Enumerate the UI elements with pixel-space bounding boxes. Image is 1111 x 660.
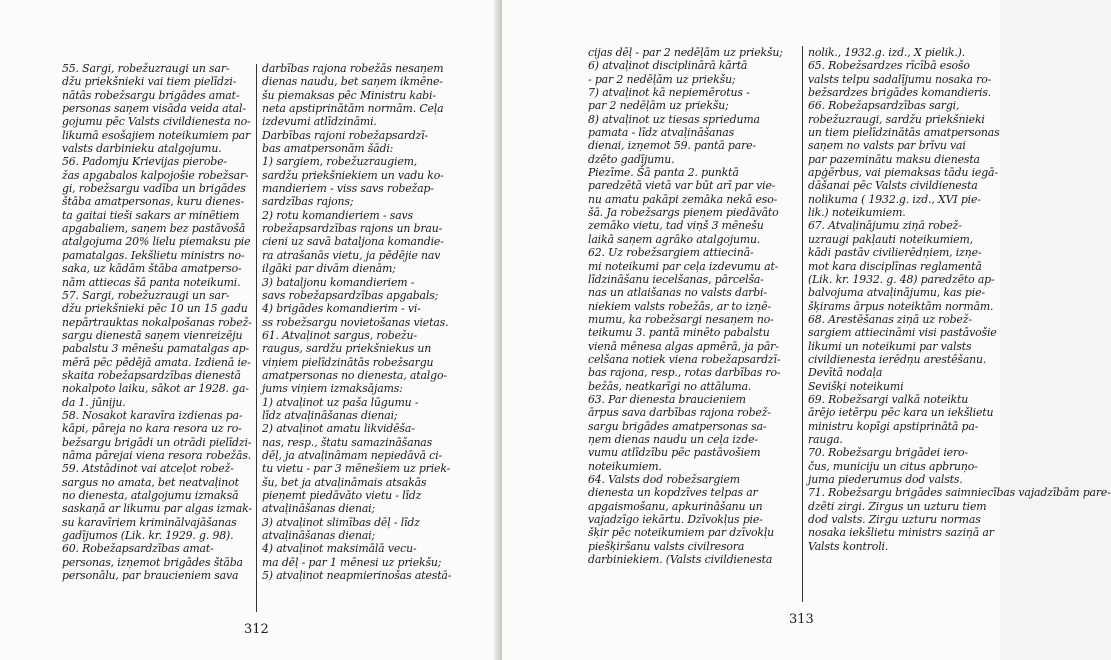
text-line: Piezīme. Šā panta 2. punktā xyxy=(588,166,739,180)
text-line: nokalpoto laiku, sākot ar 1928. ga- xyxy=(62,382,249,396)
text-line: personas saņem visāda veida atal- xyxy=(62,102,246,116)
text-line: Darbības rajoni robežapsardzī- xyxy=(262,128,429,142)
text-line: džu priekšnieki pēc 10 un 15 gadu xyxy=(62,302,248,316)
text-line: dēļ, ja atvaļināmam nepiedāvā ci- xyxy=(262,448,442,462)
text-line: žas apgabalos kalpojošie robežsar- xyxy=(62,168,249,182)
text-line: sargu brigādes amatpersonas sa- xyxy=(588,419,767,433)
text-line: uzraugi pakļauti noteikumiem, xyxy=(808,232,973,246)
text-line: dienesta un kopdzīves telpas ar xyxy=(588,486,758,500)
text-line: atvaļināšanas dienai; xyxy=(262,502,376,516)
text-line: saskaņā ar likumu par algas izmak- xyxy=(62,502,252,516)
text-line: 56. Padomju Krievijas pierobe- xyxy=(62,155,227,169)
text-line: neta apstiprinātām normām. Ceļa xyxy=(262,102,444,116)
text-line: balvojuma atvaļinājumu, kas pie- xyxy=(808,286,985,300)
text-line: 58. Nosakot karavīra izdienas pa- xyxy=(62,408,243,422)
text-line: par pazeminātu maksu dienesta xyxy=(808,152,980,166)
text-line: savs robežapsardzības apgabals; xyxy=(262,288,439,302)
text-line: piešķiršanu valsts civilresora xyxy=(588,539,745,553)
text-line: robežapsardzības rajons un brau- xyxy=(262,222,443,236)
text-line: personālu, par braucieniem sava xyxy=(62,569,239,583)
text-line: 71. Robežsargu brigādes saimniecības vajadzībām pare- xyxy=(808,486,1111,500)
right-page-column-1 xyxy=(588,46,796,566)
text-line: nolik., 1932.g. izd., X pielik.). xyxy=(808,46,966,59)
text-line: valsts telpu sadalījumu nosaka ro- xyxy=(808,72,992,86)
text-line: čus, municiju un citus apbruņo- xyxy=(808,459,978,473)
text-line: sargus no amata, bet neatvaļinot xyxy=(62,475,239,489)
text-line: apgaismošanu, apkurināšanu un xyxy=(588,499,763,513)
text-line: laikā saņem agrāko atalgojumu. xyxy=(588,232,761,246)
text-line: zemāko vietu, tad viņš 3 mēnešu xyxy=(588,219,764,233)
text-line: likumi un noteikumi par valsts xyxy=(808,339,972,353)
text-line: raugus, sardžu priekšniekus un xyxy=(262,342,432,356)
text-line: ma dēļ - par 1 mēnesi uz priekšu; xyxy=(262,555,442,569)
text-line: noteikumiem. xyxy=(588,459,662,473)
text-line: nātās robežsargu brigādes amat- xyxy=(62,88,240,102)
text-line: Devītā nodaļa xyxy=(808,366,883,380)
text-line: 5) atvaļinot neapmierinošas atestā- xyxy=(262,569,452,583)
text-line: su karavīriem kriminālvajāšanas xyxy=(62,515,237,529)
text-line: 66. Robežapsardzības sargi, xyxy=(808,99,960,113)
text-line: pamata - līdz atvaļināšanas xyxy=(588,126,735,140)
text-line: šu, bet ja atvaļināmais atsakās xyxy=(262,475,427,489)
text-line: 57. Sargi, robežuzraugi un sar- xyxy=(62,288,230,302)
text-line: 7) atvaļinot kā nepiemērotus - xyxy=(588,86,750,100)
left-page xyxy=(0,0,498,660)
text-line: bas rajona, resp., rotas darbības ro- xyxy=(588,366,781,380)
left-page-column-2 xyxy=(262,62,450,582)
text-line: Sevišķi noteikumi xyxy=(808,379,904,393)
text-line: bežsardzes brigādes komandieris. xyxy=(808,86,992,100)
text-line: 8) atvaļinot uz tiesas sprieduma xyxy=(588,112,760,126)
text-line: 61. Atvaļinot sargus, robežu- xyxy=(262,328,417,342)
text-line: 55. Sargi, robežuzraugi un sar- xyxy=(62,62,230,75)
page-number-left: 312 xyxy=(244,622,269,637)
text-line: personas, izņemot brigādes štāba xyxy=(62,555,243,569)
text-line: civildienesta ierēdņu arestēšanu. xyxy=(808,352,987,366)
text-line: atvaļināšanas dienai; xyxy=(262,529,376,543)
text-line: 1) atvaļinot uz paša lūgumu - xyxy=(262,395,419,409)
text-line: mumu, ka robežsargi nesaņem no- xyxy=(588,312,774,326)
text-line: gadījumos (Lik. kr. 1929. g. 98). xyxy=(62,529,234,543)
text-line: bas amatpersonām šādi: xyxy=(262,142,394,156)
right-page-column-2 xyxy=(808,46,1111,566)
text-line: 60. Robežapsardzības amat- xyxy=(62,542,214,556)
text-line: nosaka iekšlietu ministrs saziņā ar xyxy=(808,526,994,540)
text-line: šķir pēc noteikumiem par dzīvokļu xyxy=(588,526,775,540)
text-line: tu vietu - par 3 mēnešiem uz priek- xyxy=(262,462,451,476)
text-line: sargu dienestā saņem vienreizēju xyxy=(62,328,243,342)
text-line: dāšanai pēc Valsts civildienesta xyxy=(808,179,978,193)
right-page-column-divider xyxy=(802,46,803,602)
text-line: atalgojuma 20% lielu piemaksu pie xyxy=(62,235,251,249)
text-line: dienai, izņemot 59. pantā pare- xyxy=(588,139,756,153)
text-line: ta gaitai tieši sakars ar minētiem xyxy=(62,208,240,222)
text-line: 69. Robežsargi valkā noteiktu xyxy=(808,392,969,406)
text-line: celšana notiek viena robežapsardzī- xyxy=(588,352,781,366)
text-line: šķirams ārpus noteiktām normām. xyxy=(808,299,994,313)
text-line: dzēti zirgi. Zirgus un uzturu tiem xyxy=(808,499,987,513)
text-line: paredzētā vietā var būt arī par vie- xyxy=(588,179,776,193)
text-line: 3) bataljonu komandieriem - xyxy=(262,275,415,289)
right-page xyxy=(502,0,1111,660)
text-line: 3) atvaļinot slimības dēļ - līdz xyxy=(262,515,420,529)
text-line: ņem dienas naudu un ceļa izde- xyxy=(588,432,758,446)
text-line: sargiem attiecināmi visi pastāvošie xyxy=(808,326,997,340)
text-line: darbības rajona robežās nesaņem xyxy=(262,62,444,75)
text-line: pabalstu 3 mēnešu pamatalgas ap- xyxy=(62,342,250,356)
text-line: 4) atvaļinot maksimālā vecu- xyxy=(262,542,417,556)
text-line: ilgāki par divām dienām; xyxy=(262,262,396,276)
text-line: izdevumi atlīdzināmi. xyxy=(262,115,377,129)
text-line: 4) brigādes komandierim - vi- xyxy=(262,302,421,316)
text-line: 1) sargiem, robežuzraugiem, xyxy=(262,155,418,169)
text-line: no dienesta, atalgojumu izmaksā xyxy=(62,489,239,502)
text-line: juma piederumus dod valsts. xyxy=(808,473,963,486)
text-line: līdzināšanu iecelšanas, pārcelša- xyxy=(588,272,764,286)
text-line: dod valsts. Zirgu uzturu normas xyxy=(808,513,981,527)
text-line: (Lik. kr. 1932. g. 48) paredzēto ap- xyxy=(808,272,995,286)
text-line: džu priekšnieki vai tiem pielīdzi- xyxy=(62,75,237,89)
text-line: kādi pastāv civilierēdņiem, izņe- xyxy=(808,246,982,260)
text-line: gojumu pēc Valsts civildienesta no- xyxy=(62,115,251,129)
text-line: bežās, neatkarīgi no attāluma. xyxy=(588,379,752,393)
text-line: 70. Robežsargu brigādei iero- xyxy=(808,446,968,460)
text-line: - par 2 nedēļām uz priekšu; xyxy=(588,72,736,86)
text-line: šā. Ja robežsargs pieņem piedāvāto xyxy=(588,206,779,220)
left-page-column-1 xyxy=(62,62,252,582)
text-line: 64. Valsts dod robežsargiem xyxy=(588,473,740,486)
text-line: niekiem valsts robežās, ar to izņē- xyxy=(588,299,771,313)
text-line: skaita robežapsardzības dienestā xyxy=(62,368,241,382)
text-line: ārpus sava darbības rajona robež- xyxy=(588,406,771,420)
text-line: nu amatu pakāpi zemāka nekā eso- xyxy=(588,192,778,206)
text-line: šu piemaksas pēc Ministru kabi- xyxy=(262,88,436,102)
text-line: cieni uz savā bataljona komandie- xyxy=(262,235,444,249)
text-line: apgabaliem, saņem bez pastāvošā xyxy=(62,222,246,236)
text-line: 59. Atstādinot vai atceļot robež- xyxy=(62,462,234,476)
text-line: dzēto gadījumu. xyxy=(588,152,675,166)
text-line: Valsts kontroli. xyxy=(808,539,889,553)
text-line: līdz atvaļināšanas dienai; xyxy=(262,408,398,422)
text-line: vumu atlīdzību pēc pastāvošiem xyxy=(588,446,761,460)
text-line: gi, robežsargu vadība un brigādes xyxy=(62,182,246,196)
text-line: sardzības rajons; xyxy=(262,195,354,209)
text-line: apģērbus, vai piemaksas tādu iegā- xyxy=(808,166,998,180)
text-line: ārējo ietērpu pēc kara un iekšlietu xyxy=(808,406,994,420)
text-line: un tiem pielīdzinātās amatpersonas xyxy=(808,126,1000,140)
text-line: nolikuma ( 1932.g. izd., XVI pie- xyxy=(808,192,981,206)
text-line: 67. Atvaļinājumu ziņā robež- xyxy=(808,219,962,233)
text-line: viņiem pielīdzinātās robežsargu xyxy=(262,355,434,369)
text-line: dienas naudu, bet saņem ikmēne- xyxy=(262,75,443,89)
page-number-right: 313 xyxy=(789,612,814,627)
text-line: kāpi, pāreja no kara resora uz ro- xyxy=(62,422,242,436)
text-line: sardžu priekšniekiem un vadu ko- xyxy=(262,168,444,182)
text-line: ministru kopīgi apstiprinātā pa- xyxy=(808,419,979,433)
text-line: amatpersonas no dienesta, atalgo- xyxy=(262,368,447,382)
text-line: mērā pēc pēdējā amata. Izdienā ie- xyxy=(62,355,251,369)
text-line: 2) rotu komandieriem - savs xyxy=(262,208,413,222)
text-line: pamatalgas. Iekšlietu ministrs no- xyxy=(62,248,245,262)
left-page-column-divider xyxy=(256,64,257,612)
text-line: saka, uz kādām štāba amatperso- xyxy=(62,262,242,276)
text-line: nām attiecas šā panta noteikumi. xyxy=(62,275,241,289)
text-line: saņem no valsts par brīvu vai xyxy=(808,139,966,153)
text-line: cijas dēļ - par 2 nedēļām uz priekšu; xyxy=(588,46,783,59)
text-line: nas un atlaišanas no valsts darbi- xyxy=(588,286,767,300)
text-line: darbiniekiem. (Valsts civildienesta xyxy=(588,553,773,567)
text-line: robežuzraugi, sardžu priekšnieki xyxy=(808,112,985,126)
text-line: par 2 nedēļām uz priekšu; xyxy=(588,99,729,113)
text-line: 65. Robežsardzes rīcībā esošo xyxy=(808,59,970,73)
text-line: 6) atvaļinot disciplinārā kārtā xyxy=(588,59,748,73)
text-line: nāma pārejai viena resora robežās. xyxy=(62,448,252,462)
text-line: 63. Par dienesta braucieniem xyxy=(588,392,746,406)
text-line: ss robežsargu novietošanas vietas. xyxy=(262,315,449,329)
text-line: ra atrašanās vietu, ja pēdējie nav xyxy=(262,248,441,262)
text-line: lik.) noteikumiem. xyxy=(808,206,906,220)
text-line: 2) atvaļinot amatu likvidēša- xyxy=(262,422,415,436)
text-line: bežsargu brigādi un otrādi pielīdzi- xyxy=(62,435,252,449)
text-line: štāba amatpersonas, kuru dienes- xyxy=(62,195,244,209)
text-line: da 1. jūniju. xyxy=(62,395,126,409)
text-line: mot kara disciplīnas reglamentā xyxy=(808,259,982,273)
text-line: 68. Arestēšanas ziņā uz robež- xyxy=(808,312,972,326)
text-line: vienā mēnesa algas apmērā, ja pār- xyxy=(588,339,779,353)
text-line: vajadzīgo iekārtu. Dzīvokļus pie- xyxy=(588,513,763,527)
text-line: 62. Uz robežsargiem attiecinā- xyxy=(588,246,754,260)
text-line: likumā esošajiem noteikumiem par xyxy=(62,128,251,142)
text-line: mi noteikumi par ceļa izdevumu at- xyxy=(588,259,779,273)
text-line: teikumu 3. pantā minēto pabalstu xyxy=(588,326,770,340)
text-line xyxy=(808,553,998,566)
text-line: nepārtrauktas nokalpošanas robež- xyxy=(62,315,252,329)
text-line: mandieriem - viss savs robežap- xyxy=(262,182,434,196)
text-line: pieņemt piedāvāto vietu - līdz xyxy=(262,489,422,502)
text-line: jums viņiem izmaksājams: xyxy=(262,382,403,396)
text-line: rauga. xyxy=(808,432,843,446)
text-line: valsts darbinieku atalgojumu. xyxy=(62,142,222,156)
text-line: nas, resp., štatu samazināšanas xyxy=(262,435,433,449)
